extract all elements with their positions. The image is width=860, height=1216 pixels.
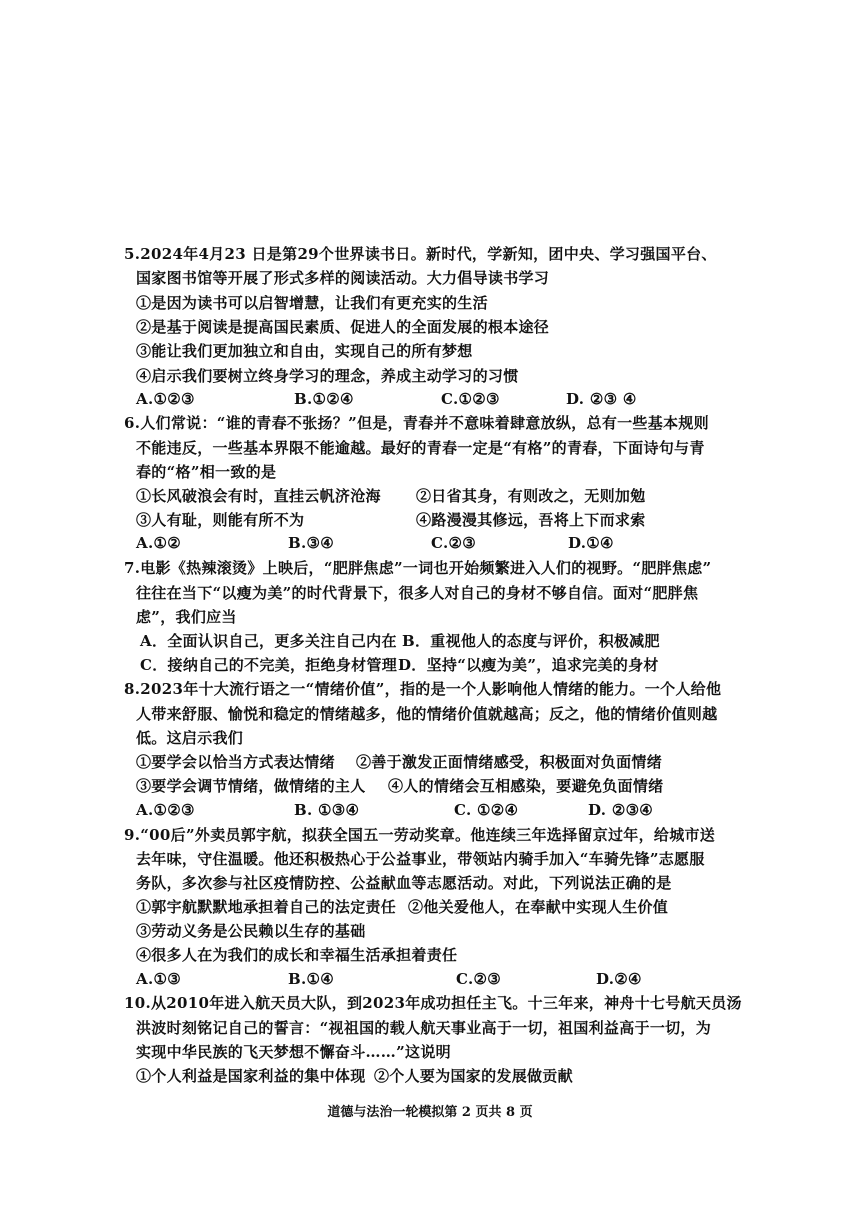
question-5-statement-3: ③能让我们更加独立和自由，实现自己的所有梦想 bbox=[136, 342, 473, 360]
question-7-option-a: A．全面认识自己，更多关注自己内在 bbox=[140, 632, 397, 650]
question-6-statement-2: ②日省其身，有则改之，无则加勉 bbox=[416, 487, 646, 505]
question-5-stem-line-1: 5.2024年4月23 日是第29个世界读书日。新时代，学新知，团中央、学习强国平台、 bbox=[124, 245, 717, 263]
question-8-statement-4: ④人的情绪会互相感染，要避免负面情绪 bbox=[388, 777, 664, 795]
question-9-stem-line-3: 务队，多次参与社区疫情防控、公益献血等志愿活动。对此，下列说法正确的是 bbox=[136, 874, 672, 892]
question-10-stem-line-1: 10.从2010年进入航天员大队，到2023年成功担任主飞。十三年来，神舟十七号航天员汤 bbox=[124, 994, 742, 1012]
question-8-stem-line-3: 低。这启示我们 bbox=[136, 729, 244, 747]
question-5-option-c: C.①②③ bbox=[441, 390, 500, 408]
question-8-option-b: B. ①③④ bbox=[294, 801, 360, 819]
question-7-option-c: C．接纳自己的不完美，拒绝身材管理 bbox=[140, 656, 398, 674]
question-8-option-d: D. ②③④ bbox=[588, 801, 654, 819]
question-5-stem-line-2: 国家图书馆等开展了形式多样的阅读活动。大力倡导读书学习 bbox=[136, 269, 550, 287]
question-7-stem-line-2: 往往在当下“以瘦为美”的时代背景下，很多人对自己的身材不够自信。面对“肥胖焦 bbox=[136, 584, 699, 602]
question-5-statement-2: ②是基于阅读是提高国民素质、促进人的全面发展的根本途径 bbox=[136, 318, 550, 336]
question-6-statement-4: ④路漫漫其修远，吾将上下而求索 bbox=[416, 511, 646, 529]
question-5-statement-1: ①是因为读书可以启智增慧，让我们有更充实的生活 bbox=[136, 294, 488, 312]
question-9-statement-1: ①郭宇航默默地承担着自己的法定责任 bbox=[136, 898, 397, 916]
question-7-stem-line-3: 虑”，我们应当 bbox=[136, 608, 237, 626]
question-7-option-d: D．坚持“以瘦为美”，追求完美的身材 bbox=[398, 656, 659, 674]
question-9-statement-4: ④很多人在为我们的成长和幸福生活承担着责任 bbox=[136, 946, 458, 964]
question-5-statement-4: ④启示我们要树立终身学习的理念，养成主动学习的习惯 bbox=[136, 367, 519, 385]
question-5-option-d: D. ②③ ④ bbox=[566, 390, 637, 408]
question-6-option-d: D.①④ bbox=[568, 534, 614, 552]
question-10-stem-line-2: 洪波时刻铭记自己的誓言：“视祖国的载人航天事业高于一切，祖国利益高于一切，为 bbox=[136, 1019, 712, 1037]
question-6-statement-1: ①长风破浪会有时，直挂云帆济沧海 bbox=[136, 487, 381, 505]
question-9-statement-2: ②他关爱他人，在奉献中实现人生价值 bbox=[408, 898, 669, 916]
question-9-option-d: D.②④ bbox=[596, 970, 642, 988]
question-10-statement-1: ①个人利益是国家利益的集中体现 bbox=[136, 1067, 366, 1085]
question-6-option-a: A.①② bbox=[136, 534, 181, 552]
question-5-option-b: B.①②④ bbox=[294, 390, 354, 408]
question-5-option-a: A.①②③ bbox=[136, 390, 195, 408]
question-6-option-c: C.②③ bbox=[431, 534, 476, 552]
question-8-stem-line-1: 8.2023年十大流行语之一“情绪价值”，指的是一个人影响他人情绪的能力。一个人给他 bbox=[124, 680, 722, 698]
question-6-stem-line-3: 春的“格”相一致的是 bbox=[136, 463, 277, 481]
question-7-stem-line-1: 7.电影《热辣滚烫》上映后，“肥胖焦虑”一词也开始频繁进入人们的视野。“肥胖焦虑” bbox=[124, 559, 712, 577]
question-8-statement-1: ①要学会以恰当方式表达情绪 bbox=[136, 753, 335, 771]
question-6-statement-3: ③人有耻，则能有所不为 bbox=[136, 511, 305, 529]
question-8-statement-2: ②善于激发正面情绪感受，积极面对负面情绪 bbox=[356, 753, 663, 771]
page-footer: 道德与法治一轮模拟第 2 页共 8 页 bbox=[327, 1105, 533, 1120]
question-9-stem-line-2: 去年味，守住温暖。他还积极热心于公益事业，带领站内骑手加入“车骑先锋”志愿服 bbox=[136, 850, 705, 868]
question-10-stem-line-3: 实现中华民族的飞天梦想不懈奋斗……”这说明 bbox=[136, 1043, 451, 1061]
question-8-option-a: A.①②③ bbox=[136, 801, 195, 819]
question-9-option-a: A.①③ bbox=[136, 970, 181, 988]
question-9-stem-line-1: 9.“00后”外卖员郭宇航，拟获全国五一劳动奖章。他连续三年选择留京过年，给城市送 bbox=[124, 826, 716, 844]
question-6-option-b: B.③④ bbox=[288, 534, 334, 552]
question-8-statement-3: ③要学会调节情绪，做情绪的主人 bbox=[136, 777, 366, 795]
question-7-option-b: B．重视他人的态度与评价，积极减肥 bbox=[402, 632, 660, 650]
question-9-statement-3: ③劳动义务是公民赖以生存的基础 bbox=[136, 922, 366, 940]
question-8-option-c: C. ①②④ bbox=[454, 801, 519, 819]
question-6-stem-line-1: 6.人们常说：“谁的青春不张扬？”但是，青春并不意味着肆意放纵，总有一些基本规则 bbox=[124, 414, 709, 432]
question-9-option-c: C.②③ bbox=[456, 970, 501, 988]
question-8-stem-line-2: 人带来舒服、愉悦和稳定的情绪越多，他的情绪价值就越高；反之，他的情绪价值则越 bbox=[136, 705, 718, 723]
question-6-stem-line-2: 不能违反，一些基本界限不能逾越。最好的青春一定是“有格”的青春，下面诗句与青 bbox=[136, 439, 705, 457]
question-10-statement-2: ②个人要为国家的发展做贡献 bbox=[374, 1067, 573, 1085]
question-9-option-b: B.①④ bbox=[288, 970, 334, 988]
